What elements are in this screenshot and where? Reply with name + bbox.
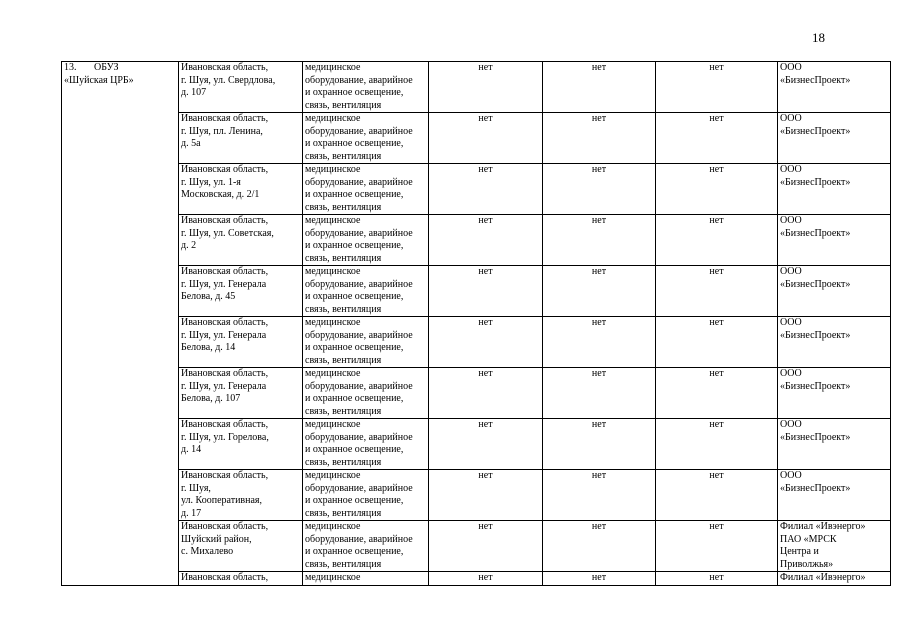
- address-cell-line: Шуйский район,: [181, 533, 252, 545]
- table-row: [62, 470, 891, 521]
- address-cell-line: г. Шуя, ул. Свердлова,: [181, 74, 276, 86]
- address-cell-line: Ивановская область,: [181, 164, 269, 175]
- systems-cell-line: медицинское: [305, 164, 361, 175]
- address-cell-line: ул. Кооперативная,: [181, 495, 263, 506]
- owner-cell: [778, 113, 891, 164]
- address-cell-line: Ивановская область,: [181, 368, 269, 379]
- owner-cell-line: Приволжья»: [780, 558, 834, 570]
- systems-cell-line: и охранное освещение,: [305, 189, 404, 200]
- systems-cell-line: и охранное освещение,: [305, 240, 404, 251]
- owner-cell-line: Филиал «Ивэнерго»: [780, 572, 866, 583]
- table-row: [62, 215, 891, 266]
- value-cell-col5: нет: [543, 215, 656, 266]
- value-cell-col4: нет: [429, 62, 543, 113]
- systems-cell-line: связь, вентиляция: [305, 303, 382, 315]
- address-cell: [179, 521, 303, 572]
- value-cell-col6: нет: [656, 317, 778, 368]
- table-row: [62, 62, 891, 113]
- address-cell-line: Ивановская область,: [181, 266, 269, 277]
- owner-cell-line: ООО: [780, 215, 802, 226]
- address-cell: [179, 164, 303, 215]
- address-cell-line: Ивановская область,: [181, 317, 269, 328]
- value-cell-col6: нет: [656, 470, 778, 521]
- systems-cell-line: и охранное освещение,: [305, 342, 404, 353]
- address-cell-line: г. Шуя,: [181, 482, 211, 494]
- systems-cell-line: и охранное освещение,: [305, 87, 404, 98]
- systems-cell-line: оборудование, аварийное: [305, 278, 413, 290]
- owner-cell-line: «БизнесПроект»: [780, 278, 851, 290]
- value-cell-col6: нет: [656, 572, 778, 586]
- value-cell-col4: нет: [429, 113, 543, 164]
- owner-cell-line: «БизнесПроект»: [780, 482, 851, 494]
- systems-cell: [303, 419, 429, 470]
- systems-cell-line: медицинское: [305, 572, 361, 583]
- organization-header-line: [64, 62, 176, 75]
- systems-cell-line: оборудование, аварийное: [305, 227, 413, 239]
- systems-cell: [303, 572, 429, 586]
- address-cell: [179, 419, 303, 470]
- address-cell-line: г. Шуя, ул. Генерала: [181, 278, 267, 290]
- table-row: [62, 266, 891, 317]
- address-cell-line: Ивановская область,: [181, 215, 269, 226]
- address-cell-line: г. Шуя, ул. Горелова,: [181, 431, 269, 443]
- value-cell-col4: нет: [429, 266, 543, 317]
- systems-cell-line: связь, вентиляция: [305, 558, 382, 570]
- owner-cell: [778, 266, 891, 317]
- value-cell-col5: нет: [543, 266, 656, 317]
- address-cell: [179, 317, 303, 368]
- address-cell-line: г. Шуя, пл. Ленина,: [181, 125, 263, 137]
- owner-cell-line: «БизнесПроект»: [780, 380, 851, 392]
- value-cell-col6: нет: [656, 368, 778, 419]
- systems-cell-line: оборудование, аварийное: [305, 380, 413, 392]
- systems-cell: [303, 521, 429, 572]
- owner-cell-line: «БизнесПроект»: [780, 329, 851, 341]
- owner-cell-line: «БизнесПроект»: [780, 125, 851, 137]
- page-number: 18: [812, 30, 825, 45]
- systems-cell-line: связь, вентиляция: [305, 252, 382, 264]
- table-body: [62, 62, 891, 586]
- value-cell-col5: нет: [543, 521, 656, 572]
- value-cell-col6: нет: [656, 164, 778, 215]
- systems-cell-line: медицинское: [305, 419, 361, 430]
- value-cell-col5: нет: [543, 368, 656, 419]
- address-cell-line: Белова, д. 107: [181, 393, 241, 404]
- address-cell-line: Ивановская область,: [181, 470, 269, 481]
- systems-cell-line: оборудование, аварийное: [305, 533, 413, 545]
- value-cell-col5: нет: [543, 62, 656, 113]
- systems-cell-line: и охранное освещение,: [305, 138, 404, 149]
- systems-cell-line: связь, вентиляция: [305, 456, 382, 468]
- systems-cell: [303, 62, 429, 113]
- value-cell-col5: нет: [543, 113, 656, 164]
- owner-cell-line: ООО: [780, 419, 802, 430]
- address-cell: [179, 572, 303, 586]
- systems-cell-line: связь, вентиляция: [305, 150, 382, 162]
- value-cell-col5: нет: [543, 317, 656, 368]
- systems-cell: [303, 164, 429, 215]
- owner-cell-line: ООО: [780, 164, 802, 175]
- owner-cell-line: ООО: [780, 62, 802, 73]
- address-cell-line: д. 14: [181, 444, 202, 455]
- address-cell-line: Белова, д. 45: [181, 291, 236, 302]
- owner-cell: [778, 470, 891, 521]
- address-cell: [179, 266, 303, 317]
- owner-cell-line: Центра и: [780, 546, 819, 557]
- value-cell-col4: нет: [429, 419, 543, 470]
- address-cell-line: Ивановская область,: [181, 572, 269, 583]
- address-cell-line: д. 2: [181, 240, 197, 251]
- owner-cell: [778, 419, 891, 470]
- systems-cell-line: и охранное освещение,: [305, 546, 404, 557]
- systems-cell-line: оборудование, аварийное: [305, 74, 413, 86]
- systems-cell-line: связь, вентиляция: [305, 99, 382, 111]
- address-cell-line: Московская, д. 2/1: [181, 189, 260, 200]
- value-cell-col4: нет: [429, 317, 543, 368]
- owner-cell: [778, 572, 891, 586]
- systems-cell-line: и охранное освещение,: [305, 291, 404, 302]
- value-cell-col4: нет: [429, 572, 543, 586]
- owner-cell: [778, 62, 891, 113]
- owner-cell-line: «БизнесПроект»: [780, 74, 851, 86]
- table-row: [62, 368, 891, 419]
- systems-cell-line: оборудование, аварийное: [305, 176, 413, 188]
- systems-cell-line: и охранное освещение,: [305, 444, 404, 455]
- owner-cell-line: ООО: [780, 368, 802, 379]
- owner-cell: [778, 164, 891, 215]
- systems-cell-line: связь, вентиляция: [305, 405, 382, 417]
- systems-cell: [303, 470, 429, 521]
- systems-cell-line: медицинское: [305, 317, 361, 328]
- facilities-table: [61, 61, 891, 586]
- owner-cell-line: ООО: [780, 317, 802, 328]
- systems-cell-line: и охранное освещение,: [305, 393, 404, 404]
- address-cell-line: Ивановская область,: [181, 113, 269, 124]
- owner-cell-line: «БизнесПроект»: [780, 227, 851, 239]
- address-cell: [179, 113, 303, 164]
- systems-cell-line: оборудование, аварийное: [305, 329, 413, 341]
- systems-cell-line: медицинское: [305, 521, 361, 532]
- owner-cell: [778, 521, 891, 572]
- value-cell-col4: нет: [429, 521, 543, 572]
- owner-cell: [778, 368, 891, 419]
- address-cell-line: г. Шуя, ул. Генерала: [181, 380, 267, 392]
- systems-cell-line: медицинское: [305, 113, 361, 124]
- value-cell-col4: нет: [429, 368, 543, 419]
- address-cell-line: г. Шуя, ул. 1-я: [181, 176, 241, 188]
- owner-cell-line: ПАО «МРСК: [780, 533, 837, 545]
- systems-cell-line: оборудование, аварийное: [305, 431, 413, 443]
- address-cell-line: Белова, д. 14: [181, 342, 236, 353]
- organization-name-line1: ОБУЗ: [94, 62, 119, 73]
- owner-cell-line: ООО: [780, 266, 802, 277]
- owner-cell-line: ООО: [780, 470, 802, 481]
- address-cell-line: Ивановская область,: [181, 521, 269, 532]
- value-cell-col6: нет: [656, 215, 778, 266]
- table-row: [62, 521, 891, 572]
- address-cell-line: г. Шуя, ул. Генерала: [181, 329, 267, 341]
- value-cell-col6: нет: [656, 62, 778, 113]
- systems-cell: [303, 317, 429, 368]
- value-cell-col5: нет: [543, 164, 656, 215]
- systems-cell: [303, 266, 429, 317]
- address-cell-line: г. Шуя, ул. Советская,: [181, 227, 274, 239]
- organization-cell: [62, 62, 179, 586]
- owner-cell-line: ООО: [780, 113, 802, 124]
- systems-cell: [303, 215, 429, 266]
- value-cell-col6: нет: [656, 113, 778, 164]
- value-cell-col4: нет: [429, 164, 543, 215]
- table-row: [62, 317, 891, 368]
- address-cell: [179, 62, 303, 113]
- table-row: [62, 572, 891, 586]
- systems-cell-line: медицинское: [305, 266, 361, 277]
- value-cell-col6: нет: [656, 419, 778, 470]
- owner-cell: [778, 215, 891, 266]
- systems-cell-line: связь, вентиляция: [305, 201, 382, 213]
- owner-cell: [778, 317, 891, 368]
- value-cell-col5: нет: [543, 470, 656, 521]
- address-cell-line: д. 5а: [181, 138, 201, 149]
- address-cell: [179, 470, 303, 521]
- value-cell-col5: нет: [543, 419, 656, 470]
- systems-cell-line: оборудование, аварийное: [305, 482, 413, 494]
- owner-cell-line: «БизнесПроект»: [780, 431, 851, 443]
- address-cell-line: Ивановская область,: [181, 419, 269, 430]
- organization-number: 13.: [64, 62, 77, 73]
- table-row: [62, 164, 891, 215]
- value-cell-col6: нет: [656, 521, 778, 572]
- address-cell-line: д. 17: [181, 507, 202, 519]
- systems-cell-line: медицинское: [305, 470, 361, 481]
- systems-cell-line: медицинское: [305, 368, 361, 379]
- address-cell-line: с. Михалево: [181, 546, 234, 557]
- value-cell-col5: нет: [543, 572, 656, 586]
- systems-cell: [303, 368, 429, 419]
- owner-cell-line: «БизнесПроект»: [780, 176, 851, 188]
- value-cell-col6: нет: [656, 266, 778, 317]
- address-cell: [179, 215, 303, 266]
- table-row: [62, 113, 891, 164]
- address-cell-line: д. 107: [181, 87, 207, 98]
- owner-cell-line: Филиал «Ивэнерго»: [780, 521, 866, 532]
- systems-cell-line: связь, вентиляция: [305, 354, 382, 366]
- systems-cell-line: связь, вентиляция: [305, 507, 382, 519]
- systems-cell-line: медицинское: [305, 62, 361, 73]
- systems-cell-line: и охранное освещение,: [305, 495, 404, 506]
- address-cell-line: Ивановская область,: [181, 62, 269, 73]
- organization-name-line2: «Шуйская ЦРБ»: [64, 74, 134, 86]
- systems-cell-line: оборудование, аварийное: [305, 125, 413, 137]
- value-cell-col4: нет: [429, 215, 543, 266]
- value-cell-col4: нет: [429, 470, 543, 521]
- systems-cell-line: медицинское: [305, 215, 361, 226]
- table-row: [62, 419, 891, 470]
- systems-cell: [303, 113, 429, 164]
- address-cell: [179, 368, 303, 419]
